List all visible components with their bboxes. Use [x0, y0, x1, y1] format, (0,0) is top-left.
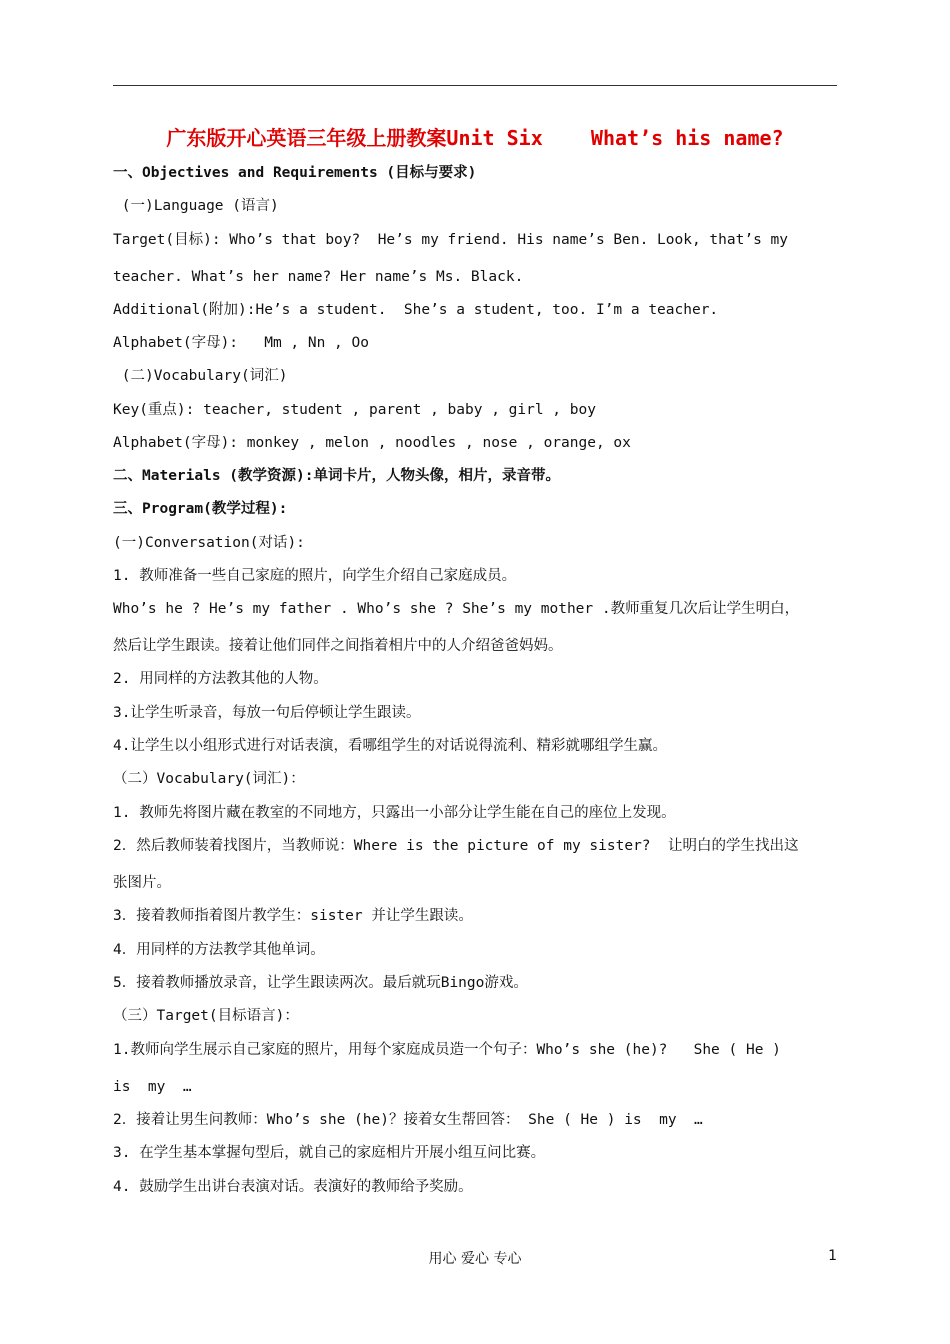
header-rule — [113, 85, 837, 86]
paragraph-line: Key(重点): teacher, student , parent , baby , girl , boy — [113, 402, 596, 418]
footer-text: 用心 爱心 专心 — [428, 1251, 522, 1267]
paragraph-line: 然后让学生跟读。接着让他们同伴之间指着相片中的人介绍爸爸妈妈。 — [113, 638, 563, 654]
paragraph-line: 2．然后教师装着找图片，当教师说：Where is the picture of my sister? 让明白的学生找出这 — [113, 838, 799, 854]
subheading-language: (一)Language (语言) — [113, 198, 279, 214]
paragraph-line: 1. 教师准备一些自己家庭的照片，向学生介绍自己家庭成员。 — [113, 568, 517, 584]
paragraph-line: Alphabet(字母): Mm , Nn , Oo — [113, 335, 369, 351]
paragraph-line: 3.让学生听录音，每放一句后停顿让学生跟读。 — [113, 705, 421, 721]
paragraph-line: 张图片。 — [113, 875, 171, 891]
page-number: 1 — [828, 1248, 837, 1264]
section-heading-materials: 二、Materials (教学资源):单词卡片，人物头像，相片，录音带。 — [113, 468, 560, 484]
subheading-vocabulary: (二)Vocabulary(词汇) — [113, 368, 288, 384]
paragraph-line: 4. 鼓励学生出讲台表演对话。表演好的教师给予奖励。 — [113, 1179, 473, 1195]
paragraph-line: 4．用同样的方法教学其他单词。 — [113, 942, 325, 958]
section-heading-program: 三、Program(教学过程): — [113, 501, 288, 517]
paragraph-line: Target(目标): Who’s that boy? He’s my friend. His name’s Ben. Look, that’s my — [113, 232, 789, 248]
subheading-conversation: (一)Conversation(对话): — [113, 535, 305, 551]
paragraph-line: 2．接着让男生问教师：Who’s she (he)？接着女生帮回答： She ( He ) is my … — [113, 1112, 703, 1128]
paragraph-line: is my … — [113, 1079, 192, 1095]
paragraph-line: Additional(附加):He’s a student. She’s a student, too. I’m a teacher. — [113, 302, 719, 318]
paragraph-line: 4.让学生以小组形式进行对话表演，看哪组学生的对话说得流利、精彩就哪组学生赢。 — [113, 738, 667, 754]
paragraph-line: 3. 在学生基本掌握句型后，就自己的家庭相片开展小组互问比赛。 — [113, 1145, 546, 1161]
section-heading-objectives: 一、Objectives and Requirements (目标与要求) — [113, 165, 477, 181]
paragraph-line: 1. 教师先将图片藏在教室的不同地方，只露出一小部分让学生能在自己的座位上发现。 — [113, 805, 676, 821]
paragraph-line: 2. 用同样的方法教其他的人物。 — [113, 671, 328, 687]
paragraph-line: Who’s he ? He’s my father . Who’s she ? She’s my mother .教师重复几次后让学生明白， — [113, 601, 800, 617]
subheading-target: （三）Target(目标语言)： — [113, 1008, 299, 1024]
paragraph-line: teacher. What’s her name? Her name’s Ms. Black. — [113, 269, 524, 285]
paragraph-line: 3．接着教师指着图片教学生：sister 并让学生跟读。 — [113, 908, 473, 924]
document-title: 广东版开心英语三年级上册教案Unit Six What’s his name? — [166, 126, 784, 150]
paragraph-line: Alphabet(字母): monkey , melon , noodles , nose , orange, ox — [113, 435, 631, 451]
subheading-vocabulary-2: （二）Vocabulary(词汇)： — [113, 771, 305, 787]
paragraph-line: 5．接着教师播放录音，让学生跟读两次。最后就玩Bingo游戏。 — [113, 975, 528, 991]
paragraph-line: 1.教师向学生展示自己家庭的照片，用每个家庭成员造一个句子：Who’s she (he)? She ( He ) — [113, 1042, 781, 1058]
